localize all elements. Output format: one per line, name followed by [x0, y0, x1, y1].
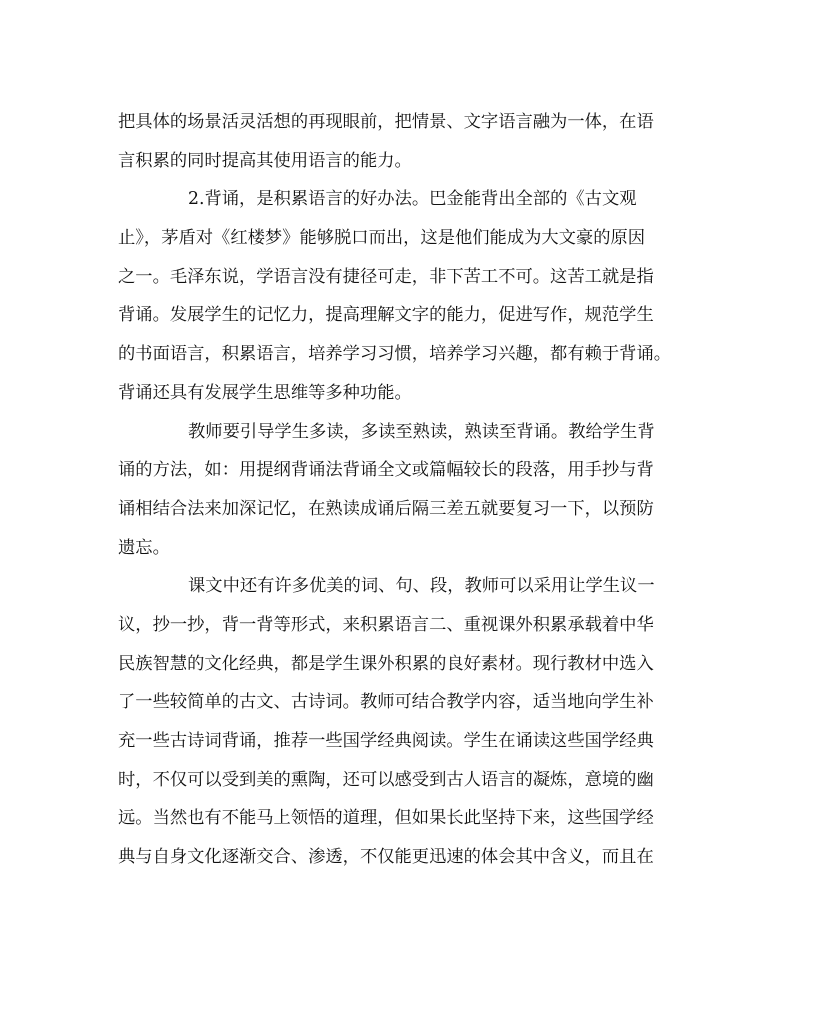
text-line: 议，抄一抄，背一背等形式，来积累语言二、重视课外积累承载着中华	[118, 614, 654, 635]
text-line: 止》，茅盾对《红楼梦》能够脱口而出，这是他们能成为大文豪的原因	[118, 228, 646, 249]
text-line: 之一。毛泽东说，学语言没有捷径可走，非下苦工不可。这苦工就是指	[118, 266, 654, 287]
text-line: 诵相结合法来加深记忆，在熟读成诵后隔三差五就要复习一下，以预防	[118, 498, 654, 519]
text-line: 背诵还具有发展学生思维等多种功能。	[118, 382, 412, 403]
text-line: 的书面语言，积累语言，培养学习习惯，培养学习兴趣，都有赖于背诵。	[118, 344, 672, 365]
text-line: 把具体的场景活灵活想的再现眼前，把情景、文字语言融为一体，在语	[118, 112, 654, 132]
text-line: 言积累的同时提高其使用语言的能力。	[118, 150, 412, 171]
text-line: 充一些古诗词背诵，推荐一些国学经典阅读。学生在诵读这些国学经典	[118, 731, 654, 751]
text-line: 背诵。发展学生的记忆力，提高理解文字的能力，促进写作，规范学生	[118, 305, 654, 326]
text-line: 课文中还有许多优美的词、句、段，教师可以采用让学生议一	[188, 576, 655, 597]
text-line: 教师要引导学生多读，多读至熟读，熟读至背诵。教给学生背	[188, 421, 655, 442]
text-line: 时，不仅可以受到美的熏陶，还可以感受到古人语言的凝炼，意境的幽	[118, 769, 654, 790]
text-line: 远。当然也有不能马上领悟的道理，但如果长此坚持下来，这些国学经	[118, 808, 654, 829]
text-line: 了一些较简单的古文、古诗词。教师可结合教学内容，适当地向学生补	[118, 692, 654, 713]
document-body-text	[118, 103, 698, 877]
text-line: 诵的方法，如：用提纲背诵法背诵全文或篇幅较长的段落，用手抄与背	[118, 460, 654, 481]
text-line: 2.背诵，是积累语言的好办法。巴金能背出全部的《古文观	[188, 189, 637, 210]
text-line: 民族智慧的文化经典，都是学生课外积累的良好素材。现行教材中选入	[118, 653, 654, 674]
text-line: 遗忘。	[118, 537, 170, 558]
text-line: 典与自身文化逐渐交合、渗透，不仅能更迅速的体会其中含义，而且在	[118, 847, 654, 868]
